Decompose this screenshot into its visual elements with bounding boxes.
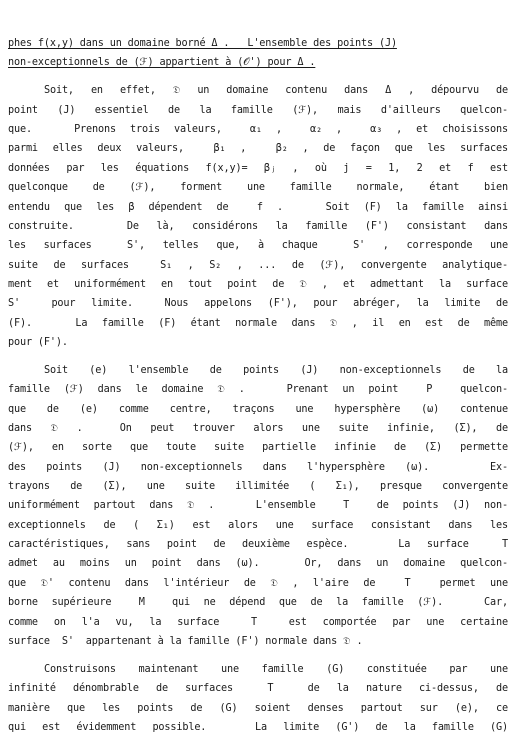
paragraph-2-line-7: trayons de (Σ), une suite illimitée ( Σ₁), presque convergente	[8, 481, 508, 493]
header-line-1: phes f(x,y) dans un domaine borné Δ . L'ensemble des points (J)	[8, 38, 397, 49]
paragraph-2-line-1: Soit (e) l'ensemble de points (J) non-exceptionnels de la	[44, 365, 508, 376]
paragraph-1-line-2: point (J) essentiel de la famille (ℱ), mais d'ailleurs quelcon-	[8, 104, 508, 116]
header-line-2: non-exceptionnels de (ℱ) appartient à (𝒪') pour Δ .	[8, 57, 316, 69]
paragraph-1-line-3: que. Prenons trois valeurs, α₁ , α₂ , α₃ , et choisissons	[8, 124, 508, 136]
paragraph-3-line-2: infinité dénombrable de surfaces T de la nature ci-dessus, de	[8, 683, 508, 695]
paragraph-1-line-11: ment et uniformément en tout point de 𝔇 , et admettant la surface	[8, 278, 508, 290]
paragraph-1-line-5: données par les équations f(x,y)= βⱼ , où j = 1, 2 et f est	[8, 162, 508, 174]
paragraph-3-line-4: qui est évidemment possible. La limite (G') de la famille (G)	[8, 722, 508, 733]
paragraph-1-line-4: parmi elles deux valeurs, β₁ , β₂ , de façon que les surfaces	[8, 143, 508, 155]
paragraph-1-line-10: suite de surfaces S₁ , S₂ , ... de (ℱ), convergente analytique-	[8, 259, 508, 271]
paragraph-2-line-15: surface S' appartenant à la famille (F') normale dans 𝔇 .	[8, 635, 363, 647]
paragraph-2-line-3: que de (e) comme centre, traçons une hypersphère (ω) contenue	[8, 403, 508, 415]
paragraph-3-line-1: Construisons maintenant une famille (G) constituée par une	[44, 663, 508, 675]
paragraph-2-line-10: caractéristiques, sans point de deuxième espèce. La surface T	[8, 539, 508, 551]
paragraph-2-line-5: (ℱ), en sorte que toute suite partielle infinie de (Σ) permette	[8, 442, 508, 454]
paragraph-2-line-14: comme on l'a vu, la surface T est comportée par une certaine	[8, 616, 508, 628]
paragraph-1-line-6: quelconque de (ℱ), forment une famille normale, étant bien	[8, 182, 508, 194]
paragraph-2-line-8: uniformément partout dans 𝔇 . L'ensemble T de points (J) non-	[8, 500, 508, 512]
paragraph-2-line-2: famille (ℱ) dans le domaine 𝔇 . Prenant un point P quelcon-	[8, 384, 508, 396]
paragraph-2-line-4: dans 𝔇 . On peut trouver alors une suite infinie, (Σ), de	[8, 423, 508, 435]
paragraph-1-line-13: (F). La famille (F) étant normale dans 𝔇 , il en est de même	[8, 317, 508, 329]
paragraph-2-line-13: borne supérieure M qui ne dépend que de la famille (ℱ). Car,	[8, 597, 508, 609]
paragraph-2-line-11: admet au moins un point dans (ω). Or, dans un domaine quelcon-	[8, 558, 508, 570]
paragraph-2-line-12: que 𝔇' contenu dans l'intérieur de 𝔇 , l'aire de T permet une	[8, 577, 508, 589]
paragraph-1-line-8: construite. De là, considérons la famille (F') consistant dans	[8, 220, 508, 232]
paragraph-1-line-7: entendu que les β dépendent de f . Soit (F) la famille ainsi	[8, 201, 508, 213]
paragraph-1-line-1: Soit, en effet, 𝔇 un domaine contenu dans Δ , dépourvu de	[44, 85, 508, 97]
paragraph-2-line-6: des points (J) non-exceptionnels dans l'hypersphère (ω). Ex-	[8, 461, 508, 473]
paragraph-3-line-3: manière que les points de (G) soient denses partout sur (e), ce	[8, 702, 508, 714]
paragraph-1-line-14: pour (F').	[8, 336, 68, 348]
paragraph-1-line-9: les surfaces S', telles que, à chaque S' , corresponde une	[8, 240, 508, 252]
paragraph-2-line-9: exceptionnels de ( Σ₁) est alors une surface consistant dans les	[8, 519, 508, 531]
paragraph-1-line-12: S' pour limite. Nous appelons (F'), pour abréger, la limite de	[8, 298, 508, 310]
